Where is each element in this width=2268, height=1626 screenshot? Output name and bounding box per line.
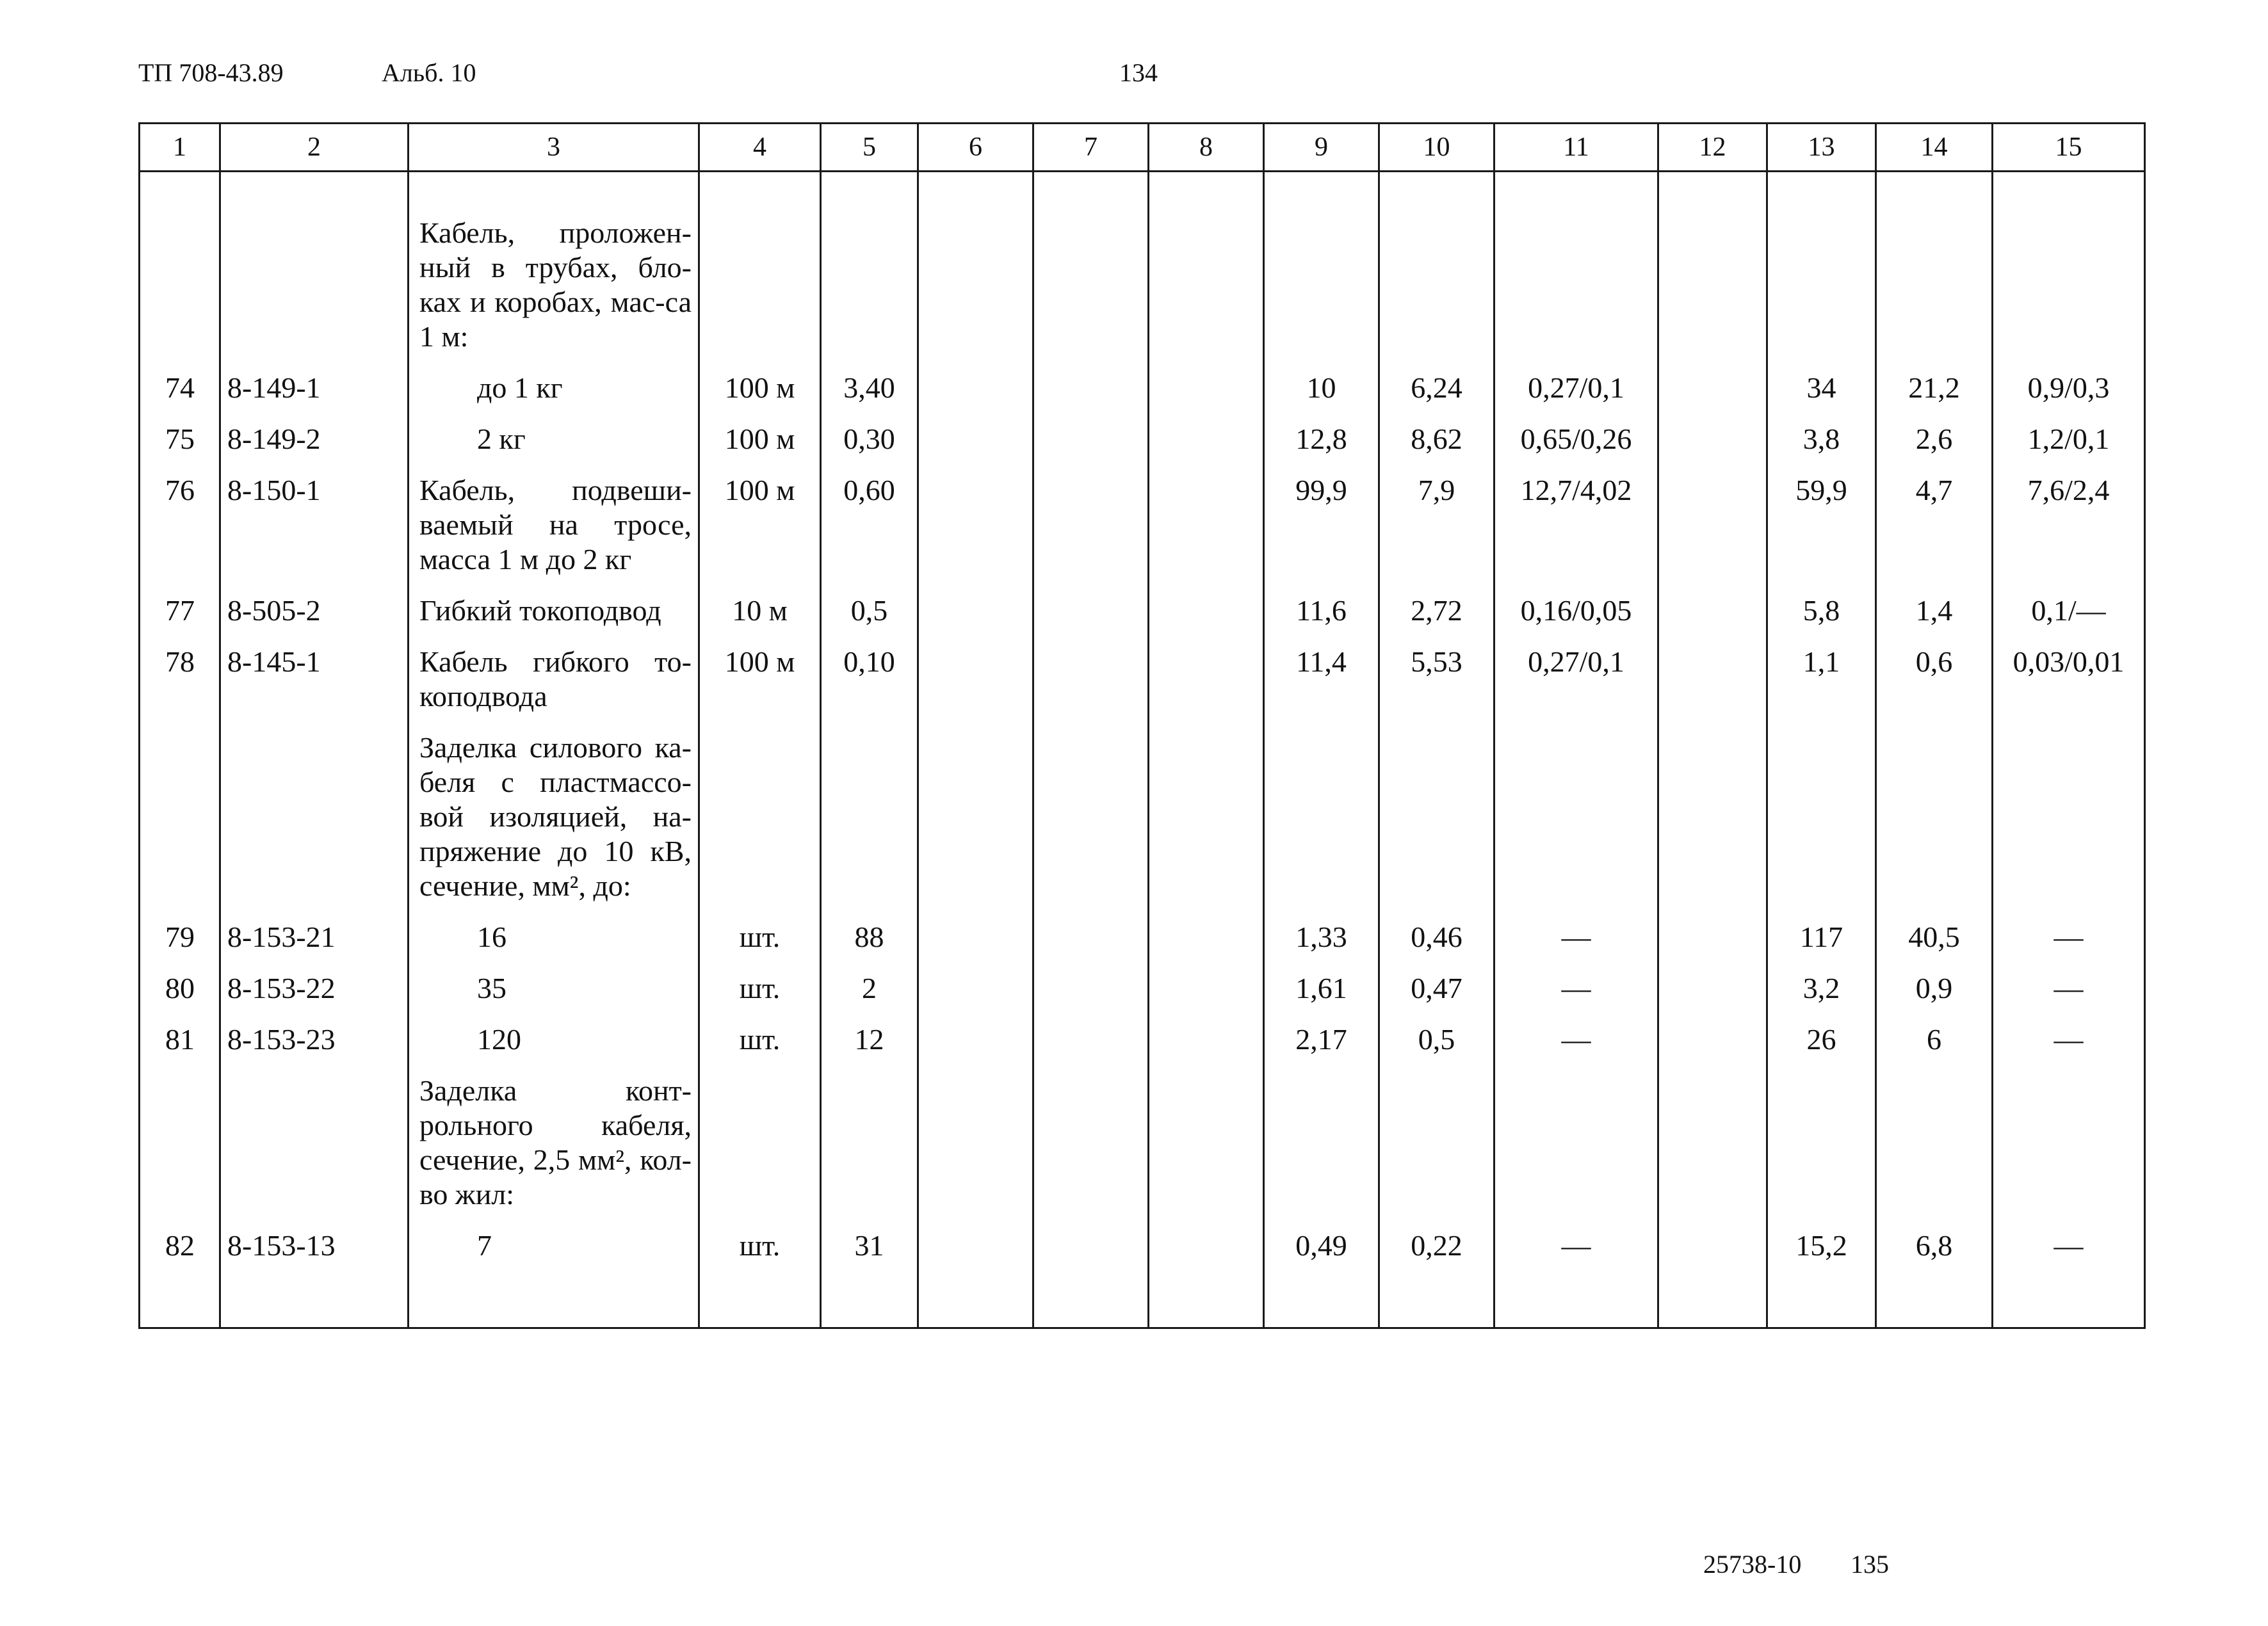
work-name: Кабель гибкого то-коподвода xyxy=(409,637,699,723)
col-15: 7,6/2,4 xyxy=(1993,465,2145,586)
col-7 xyxy=(1033,1015,1149,1066)
col-6 xyxy=(918,1015,1033,1066)
col-12 xyxy=(1658,912,1767,963)
unit: 100 м xyxy=(699,363,821,414)
work-name: Заделка силового ка-беля с пластмассо-вой изоляцией, на-пряжение до 10 кВ, сечение, мм², до: xyxy=(409,723,699,912)
col-15 xyxy=(1993,1066,2145,1221)
unit: 100 м xyxy=(699,414,821,465)
footer-code: 25738-10 xyxy=(1703,1550,1802,1579)
work-name: 7 xyxy=(409,1221,699,1272)
work-name: Гибкий токоподвод xyxy=(409,586,699,637)
col-14: 1,4 xyxy=(1876,586,1993,637)
column-header: 14 xyxy=(1876,124,1993,172)
column-header: 4 xyxy=(699,124,821,172)
col-14: 6 xyxy=(1876,1015,1993,1066)
col-15: — xyxy=(1993,912,2145,963)
col-10: 8,62 xyxy=(1379,414,1494,465)
col-6 xyxy=(918,1221,1033,1272)
footer-page-number: 135 xyxy=(1851,1550,1889,1579)
norm-code: 8-505-2 xyxy=(220,586,409,637)
table-row xyxy=(140,586,2145,637)
col-13 xyxy=(1767,1066,1876,1221)
unit: шт. xyxy=(699,1221,821,1272)
table-row xyxy=(140,637,2145,723)
quantity: 0,10 xyxy=(821,637,918,723)
col-9 xyxy=(1264,723,1379,912)
quantity: 12 xyxy=(821,1015,918,1066)
row-number: 75 xyxy=(140,414,220,465)
row-number xyxy=(140,1066,220,1221)
col-15 xyxy=(1993,208,2145,363)
quantity: 88 xyxy=(821,912,918,963)
col-10: 0,47 xyxy=(1379,963,1494,1015)
col-14: 4,7 xyxy=(1876,465,1993,586)
column-header: 12 xyxy=(1658,124,1767,172)
norm-code: 8-149-1 xyxy=(220,363,409,414)
col-15: 0,03/0,01 xyxy=(1993,637,2145,723)
col-14: 2,6 xyxy=(1876,414,1993,465)
quantity: 0,30 xyxy=(821,414,918,465)
page-number: 134 xyxy=(1119,58,1158,87)
row-number: 80 xyxy=(140,963,220,1015)
col-8 xyxy=(1149,1015,1264,1066)
table-row xyxy=(140,1015,2145,1066)
column-header: 3 xyxy=(409,124,699,172)
col-9: 12,8 xyxy=(1264,414,1379,465)
col-6 xyxy=(918,637,1033,723)
col-8 xyxy=(1149,637,1264,723)
col-10: 2,72 xyxy=(1379,586,1494,637)
col-6 xyxy=(918,414,1033,465)
quantity xyxy=(821,208,918,363)
col-15: — xyxy=(1993,963,2145,1015)
col-8 xyxy=(1149,1221,1264,1272)
col-13: 5,8 xyxy=(1767,586,1876,637)
col-14: 40,5 xyxy=(1876,912,1993,963)
row-number: 78 xyxy=(140,637,220,723)
column-header: 9 xyxy=(1264,124,1379,172)
col-7 xyxy=(1033,363,1149,414)
col-13: 3,8 xyxy=(1767,414,1876,465)
col-7 xyxy=(1033,912,1149,963)
work-name: Кабель, подвеши-ваемый на тросе, масса 1 м до 2 кг xyxy=(409,465,699,586)
col-10: 7,9 xyxy=(1379,465,1494,586)
column-header: 8 xyxy=(1149,124,1264,172)
row-number: 77 xyxy=(140,586,220,637)
col-7 xyxy=(1033,586,1149,637)
col-14: 0,9 xyxy=(1876,963,1993,1015)
col-15: 0,1/— xyxy=(1993,586,2145,637)
unit: шт. xyxy=(699,1015,821,1066)
quantity: 3,40 xyxy=(821,363,918,414)
column-header: 13 xyxy=(1767,124,1876,172)
col-7 xyxy=(1033,414,1149,465)
norm-code: 8-153-23 xyxy=(220,1015,409,1066)
col-12 xyxy=(1658,637,1767,723)
col-12 xyxy=(1658,208,1767,363)
table-spacer xyxy=(140,172,2145,209)
col-8 xyxy=(1149,723,1264,912)
column-number-row xyxy=(140,124,2145,172)
col-12 xyxy=(1658,1066,1767,1221)
work-name: 2 кг xyxy=(409,414,699,465)
col-12 xyxy=(1658,465,1767,586)
col-15: — xyxy=(1993,1015,2145,1066)
col-15 xyxy=(1993,723,2145,912)
norm-code: 8-153-13 xyxy=(220,1221,409,1272)
norm-code: 8-153-22 xyxy=(220,963,409,1015)
col-9: 10 xyxy=(1264,363,1379,414)
col-12 xyxy=(1658,1221,1767,1272)
col-7 xyxy=(1033,963,1149,1015)
row-number: 81 xyxy=(140,1015,220,1066)
quantity xyxy=(821,723,918,912)
col-10: 6,24 xyxy=(1379,363,1494,414)
col-13: 1,1 xyxy=(1767,637,1876,723)
work-name: 16 xyxy=(409,912,699,963)
col-9 xyxy=(1264,208,1379,363)
col-10 xyxy=(1379,1066,1494,1221)
unit xyxy=(699,1066,821,1221)
col-13: 3,2 xyxy=(1767,963,1876,1015)
col-11 xyxy=(1494,1066,1658,1221)
table-row xyxy=(140,1221,2145,1272)
col-6 xyxy=(918,465,1033,586)
row-number xyxy=(140,723,220,912)
unit xyxy=(699,208,821,363)
document-code: ТП 708-43.89 xyxy=(138,58,284,87)
column-header: 2 xyxy=(220,124,409,172)
col-11: — xyxy=(1494,912,1658,963)
col-6 xyxy=(918,363,1033,414)
col-10: 5,53 xyxy=(1379,637,1494,723)
column-header: 15 xyxy=(1993,124,2145,172)
col-11: 0,65/0,26 xyxy=(1494,414,1658,465)
col-14: 6,8 xyxy=(1876,1221,1993,1272)
table-row xyxy=(140,465,2145,586)
col-6 xyxy=(918,1066,1033,1221)
col-6 xyxy=(918,208,1033,363)
col-6 xyxy=(918,912,1033,963)
table-row xyxy=(140,963,2145,1015)
quantity: 2 xyxy=(821,963,918,1015)
norm-code: 8-145-1 xyxy=(220,637,409,723)
table-tail xyxy=(140,1272,2145,1328)
col-9: 11,4 xyxy=(1264,637,1379,723)
norm-code: 8-149-2 xyxy=(220,414,409,465)
col-11: 0,27/0,1 xyxy=(1494,637,1658,723)
col-8 xyxy=(1149,963,1264,1015)
col-12 xyxy=(1658,723,1767,912)
col-8 xyxy=(1149,208,1264,363)
col-12 xyxy=(1658,414,1767,465)
table-row xyxy=(140,363,2145,414)
work-name: Кабель, проложен-ный в трубах, бло-ках и коробах, мас-са 1 м: xyxy=(409,208,699,363)
norm-code: 8-150-1 xyxy=(220,465,409,586)
col-11 xyxy=(1494,208,1658,363)
column-header: 11 xyxy=(1494,124,1658,172)
unit: 100 м xyxy=(699,637,821,723)
col-8 xyxy=(1149,363,1264,414)
work-name: 35 xyxy=(409,963,699,1015)
col-12 xyxy=(1658,363,1767,414)
table-row xyxy=(140,723,2145,912)
table-row xyxy=(140,1066,2145,1221)
column-header: 5 xyxy=(821,124,918,172)
unit: шт. xyxy=(699,963,821,1015)
col-8 xyxy=(1149,414,1264,465)
table-row xyxy=(140,912,2145,963)
col-15: 0,9/0,3 xyxy=(1993,363,2145,414)
col-14 xyxy=(1876,1066,1993,1221)
table-row xyxy=(140,208,2145,363)
col-14 xyxy=(1876,208,1993,363)
row-number: 76 xyxy=(140,465,220,586)
col-14 xyxy=(1876,723,1993,912)
col-10 xyxy=(1379,208,1494,363)
col-11: 12,7/4,02 xyxy=(1494,465,1658,586)
norm-code xyxy=(220,1066,409,1221)
col-8 xyxy=(1149,465,1264,586)
col-11: 0,16/0,05 xyxy=(1494,586,1658,637)
col-8 xyxy=(1149,586,1264,637)
col-13 xyxy=(1767,208,1876,363)
col-11 xyxy=(1494,723,1658,912)
norm-code: 8-153-21 xyxy=(220,912,409,963)
norm-code xyxy=(220,723,409,912)
col-14: 21,2 xyxy=(1876,363,1993,414)
col-14: 0,6 xyxy=(1876,637,1993,723)
column-header: 7 xyxy=(1033,124,1149,172)
col-15: — xyxy=(1993,1221,2145,1272)
col-6 xyxy=(918,586,1033,637)
column-header: 1 xyxy=(140,124,220,172)
col-7 xyxy=(1033,723,1149,912)
specification-table xyxy=(138,122,2146,1329)
table-body xyxy=(140,208,2145,1272)
col-7 xyxy=(1033,465,1149,586)
col-9: 99,9 xyxy=(1264,465,1379,586)
col-9: 1,61 xyxy=(1264,963,1379,1015)
col-8 xyxy=(1149,912,1264,963)
col-11: — xyxy=(1494,1221,1658,1272)
col-9: 2,17 xyxy=(1264,1015,1379,1066)
quantity xyxy=(821,1066,918,1221)
col-6 xyxy=(918,723,1033,912)
col-12 xyxy=(1658,963,1767,1015)
col-9: 11,6 xyxy=(1264,586,1379,637)
row-number: 79 xyxy=(140,912,220,963)
unit xyxy=(699,723,821,912)
work-name: до 1 кг xyxy=(409,363,699,414)
col-11: — xyxy=(1494,1015,1658,1066)
col-10: 0,5 xyxy=(1379,1015,1494,1066)
col-13: 26 xyxy=(1767,1015,1876,1066)
col-12 xyxy=(1658,1015,1767,1066)
col-10 xyxy=(1379,723,1494,912)
col-7 xyxy=(1033,1066,1149,1221)
col-9 xyxy=(1264,1066,1379,1221)
col-7 xyxy=(1033,208,1149,363)
quantity: 0,60 xyxy=(821,465,918,586)
col-7 xyxy=(1033,1221,1149,1272)
col-9: 1,33 xyxy=(1264,912,1379,963)
col-12 xyxy=(1658,586,1767,637)
col-10: 0,22 xyxy=(1379,1221,1494,1272)
row-number xyxy=(140,208,220,363)
col-11: 0,27/0,1 xyxy=(1494,363,1658,414)
norm-code xyxy=(220,208,409,363)
row-number: 74 xyxy=(140,363,220,414)
row-number: 82 xyxy=(140,1221,220,1272)
col-10: 0,46 xyxy=(1379,912,1494,963)
col-15: 1,2/0,1 xyxy=(1993,414,2145,465)
work-name: 120 xyxy=(409,1015,699,1066)
col-7 xyxy=(1033,637,1149,723)
quantity: 31 xyxy=(821,1221,918,1272)
quantity: 0,5 xyxy=(821,586,918,637)
col-13 xyxy=(1767,723,1876,912)
unit: шт. xyxy=(699,912,821,963)
col-13: 15,2 xyxy=(1767,1221,1876,1272)
col-11: — xyxy=(1494,963,1658,1015)
col-8 xyxy=(1149,1066,1264,1221)
col-9: 0,49 xyxy=(1264,1221,1379,1272)
work-name: Заделка конт-рольного кабеля, сечение, 2,5 мм², кол-во жил: xyxy=(409,1066,699,1221)
col-13: 117 xyxy=(1767,912,1876,963)
unit: 10 м xyxy=(699,586,821,637)
col-6 xyxy=(918,963,1033,1015)
column-header: 10 xyxy=(1379,124,1494,172)
column-header: 6 xyxy=(918,124,1033,172)
col-13: 59,9 xyxy=(1767,465,1876,586)
table-row xyxy=(140,414,2145,465)
album-label: Альб. 10 xyxy=(382,58,476,87)
col-13: 34 xyxy=(1767,363,1876,414)
unit: 100 м xyxy=(699,465,821,586)
